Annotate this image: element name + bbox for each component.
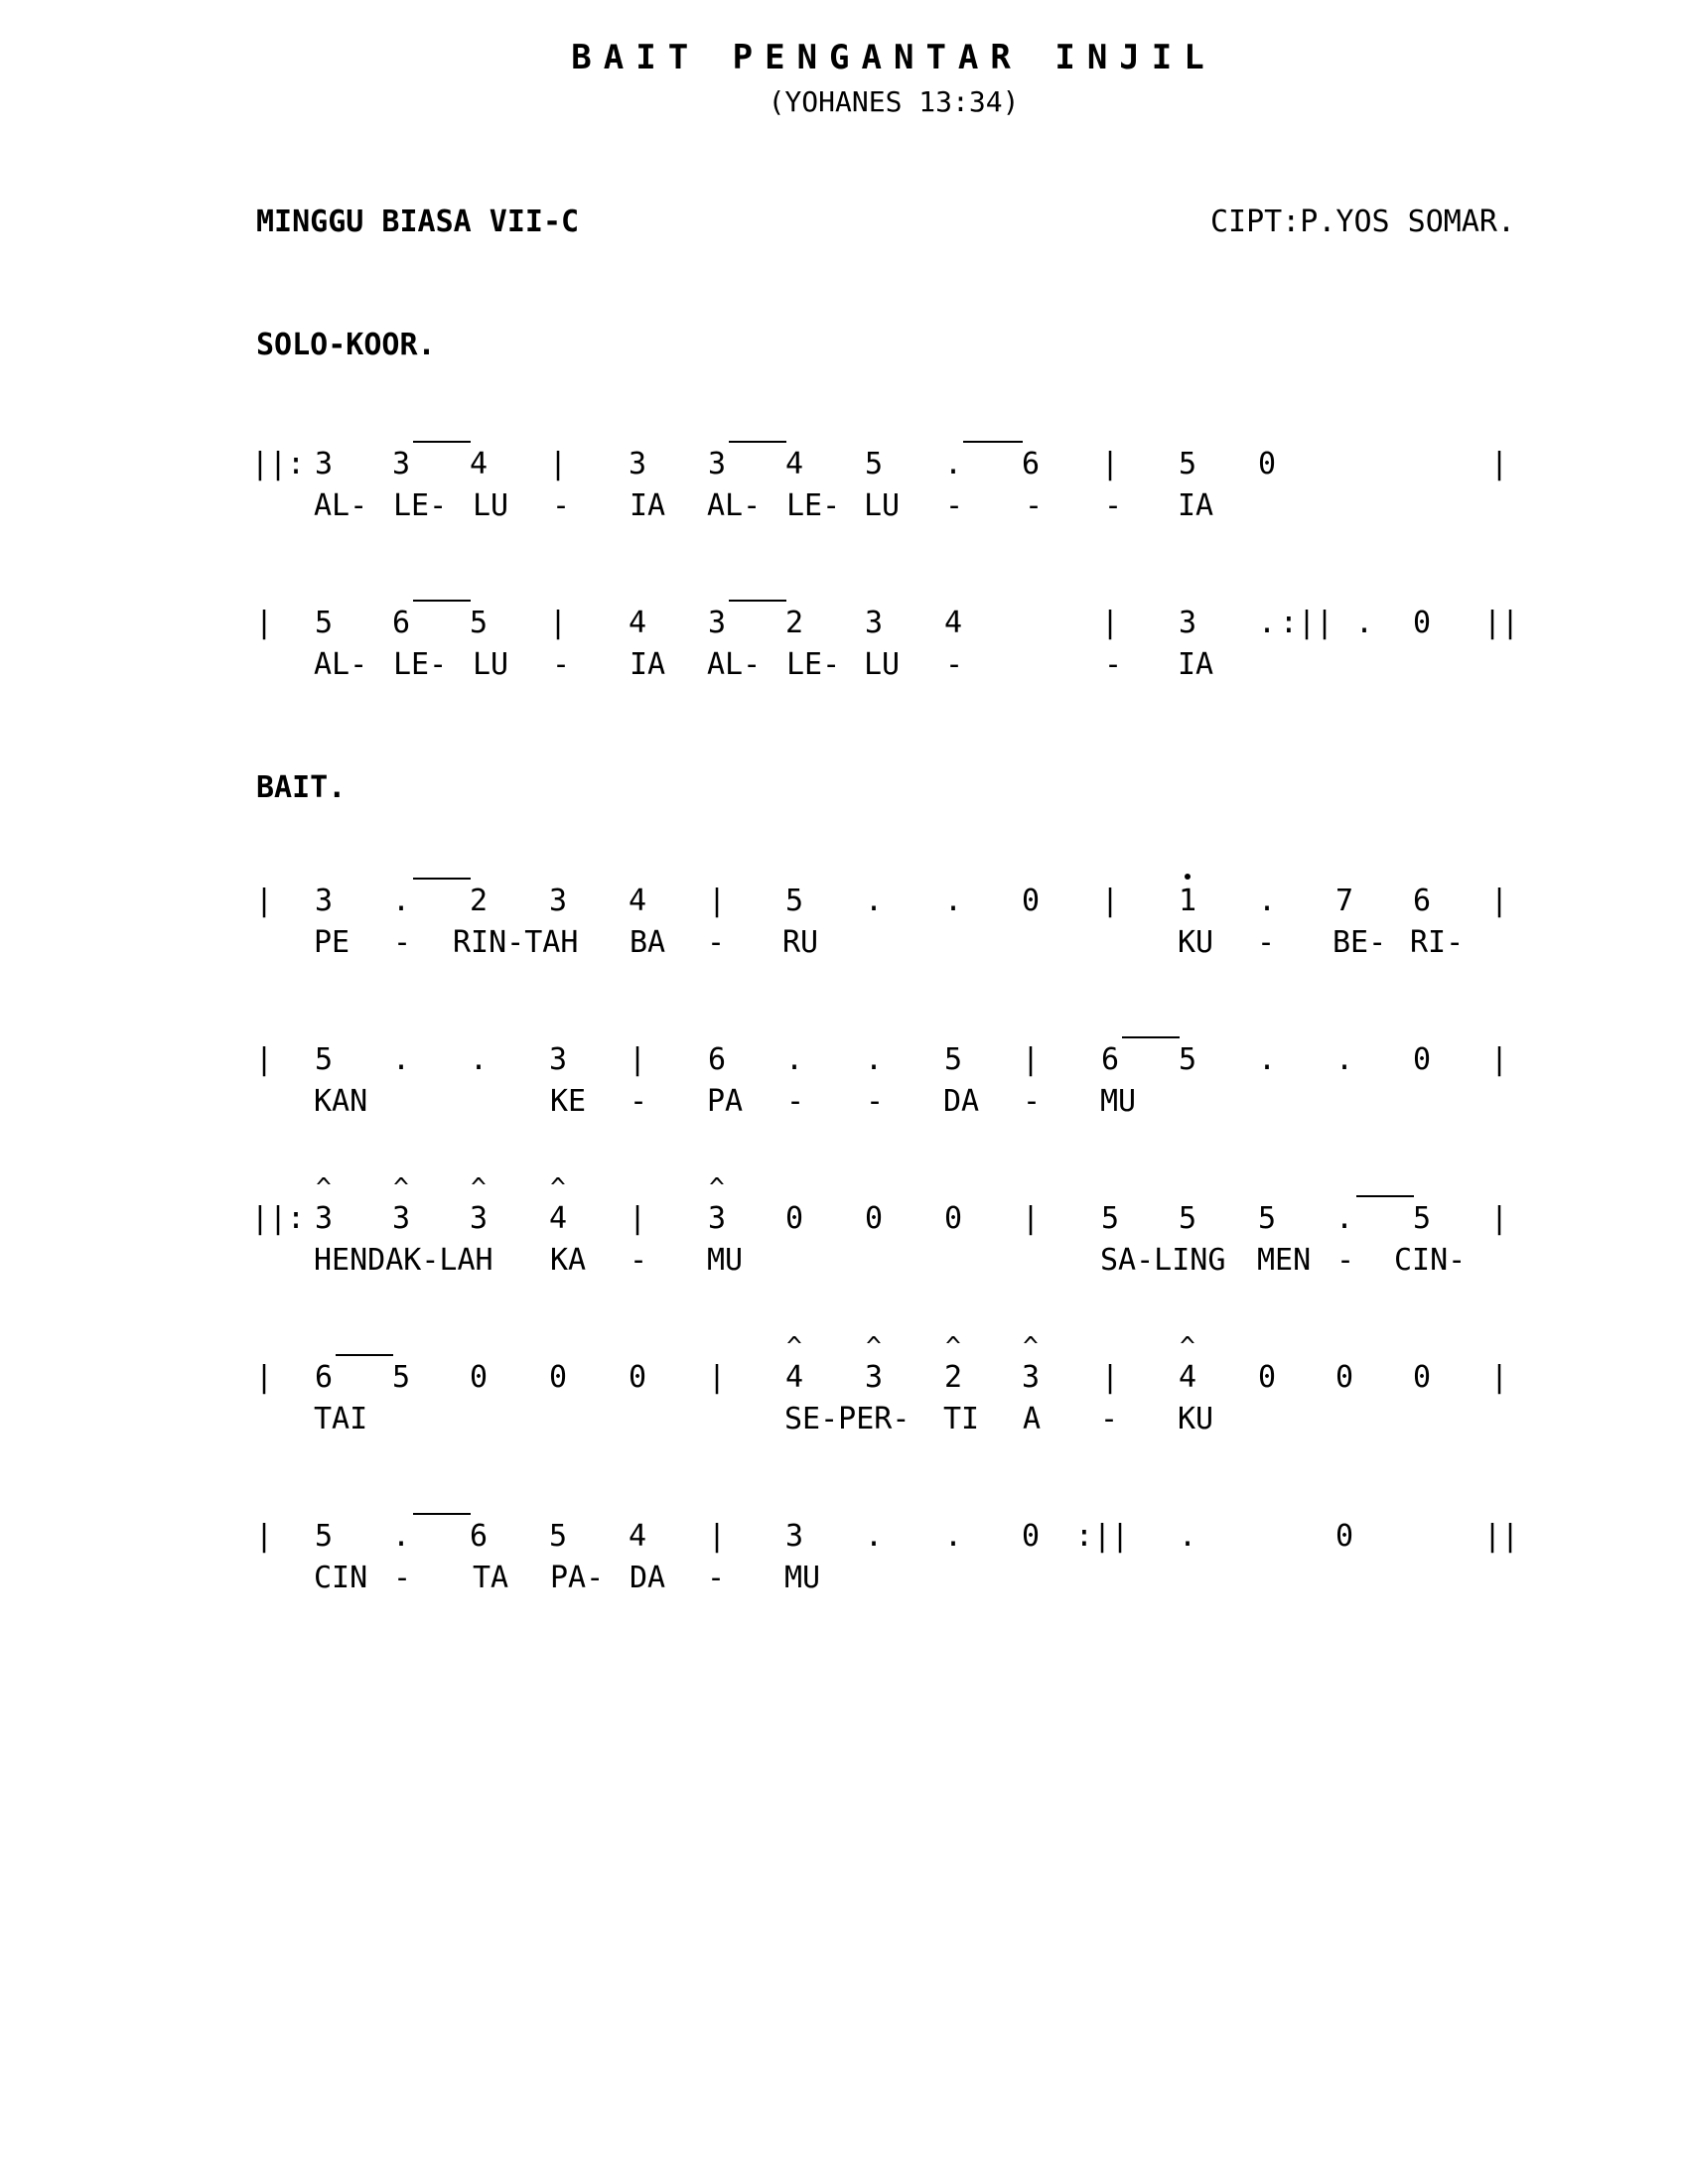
- note: 4: [943, 606, 963, 640]
- beam-line: [413, 441, 471, 443]
- lyric-syllable: MEN: [1257, 1243, 1312, 1278]
- rest: 0: [628, 1360, 647, 1395]
- page-title: BAIT PENGANTAR INJIL: [571, 38, 1216, 77]
- note: 6: [469, 1519, 489, 1554]
- rest: 0: [1412, 1360, 1432, 1395]
- occasion-label: MINGGU BIASA VII-C: [256, 205, 580, 239]
- note: 3: [707, 1201, 727, 1236]
- scripture-reference: (YOHANES 13:34): [768, 85, 1020, 118]
- lyric-syllable: AL-: [707, 647, 762, 682]
- barline: |: [1021, 1201, 1041, 1236]
- rest: 0: [1412, 606, 1432, 640]
- lyric-syllable: BA: [630, 925, 666, 960]
- lyric-syllable: -: [393, 1561, 412, 1595]
- notation-line: [0, 1173, 1684, 1320]
- duration-dot: .: [391, 1519, 411, 1554]
- barline: |: [1489, 1201, 1509, 1236]
- duration-dot: .: [784, 1042, 804, 1077]
- lyric-syllable: HENDAK-LAH: [314, 1243, 493, 1278]
- repeat-end-sign: :||: [1279, 606, 1334, 640]
- note: 2: [469, 884, 489, 918]
- note: 2: [784, 606, 804, 640]
- note: 3: [1021, 1360, 1041, 1395]
- lyric-syllable: -: [552, 647, 571, 682]
- note: 4: [784, 1360, 804, 1395]
- beam-line: [1122, 1036, 1180, 1038]
- lyric-syllable: KU: [1178, 925, 1214, 960]
- note: 5: [469, 606, 489, 640]
- barline: |: [254, 1519, 274, 1554]
- note: 3: [707, 606, 727, 640]
- rest: 0: [1334, 1519, 1354, 1554]
- duration-dot: .: [1257, 1042, 1277, 1077]
- accent-mark: ^: [393, 1173, 409, 1203]
- note: 3: [314, 884, 334, 918]
- duration-dot: .: [864, 1042, 884, 1077]
- rest: 0: [1021, 884, 1041, 918]
- barline: |: [707, 884, 727, 918]
- lyric-syllable: MU: [784, 1561, 821, 1595]
- lyric-syllable: AL-: [314, 488, 368, 523]
- barline: |: [1100, 884, 1120, 918]
- note: 3: [391, 1201, 411, 1236]
- note: 3: [548, 884, 568, 918]
- accent-mark: ^: [709, 1173, 725, 1203]
- note: 4: [469, 447, 489, 481]
- lyric-syllable: -: [786, 1084, 805, 1119]
- lyric-syllable: DA: [630, 1561, 666, 1595]
- lyric-syllable: CIN: [314, 1561, 368, 1595]
- lyric-syllable: RI-: [1410, 925, 1465, 960]
- lyric-syllable: KE: [550, 1084, 587, 1119]
- notation-line: [0, 884, 1684, 1003]
- lyric-syllable: RIN-TAH: [453, 925, 579, 960]
- notation-line: [0, 1042, 1684, 1161]
- lyric-syllable: -: [1025, 488, 1044, 523]
- rest: 0: [1412, 1042, 1432, 1077]
- barline: |: [1489, 447, 1509, 481]
- lyric-syllable: MU: [1100, 1084, 1137, 1119]
- lyric-syllable: -: [630, 1243, 648, 1278]
- accent-mark: ^: [550, 1173, 566, 1203]
- lyric-syllable: IA: [1178, 488, 1214, 523]
- note: 3: [628, 447, 647, 481]
- lyric-syllable: LE-: [393, 488, 448, 523]
- note: 1: [1178, 884, 1197, 918]
- lyric-syllable: -: [1257, 925, 1276, 960]
- barline: |: [1021, 1042, 1041, 1077]
- note: 5: [1178, 1201, 1197, 1236]
- lyric-syllable: -: [945, 488, 964, 523]
- rest: 0: [1257, 447, 1277, 481]
- barline: |: [707, 1519, 727, 1554]
- repeat-start-sign: ||:: [250, 447, 306, 481]
- note: 4: [784, 447, 804, 481]
- rest: 0: [1021, 1519, 1041, 1554]
- final-barline: ||: [1482, 1519, 1520, 1554]
- rest: 0: [548, 1360, 568, 1395]
- notation-line: [0, 447, 1684, 566]
- lyric-syllable: LE-: [786, 647, 841, 682]
- duration-dot: .: [1334, 1042, 1354, 1077]
- notation-line: [0, 606, 1684, 725]
- lyric-syllable: PE: [314, 925, 351, 960]
- note: 3: [469, 1201, 489, 1236]
- beam-line: [1356, 1195, 1414, 1197]
- lyric-syllable: -: [1023, 1084, 1042, 1119]
- rest: 0: [864, 1201, 884, 1236]
- lyric-syllable: IA: [630, 647, 666, 682]
- final-barline: ||: [1482, 606, 1520, 640]
- lyric-syllable: -: [945, 647, 964, 682]
- duration-dot: .: [391, 884, 411, 918]
- lyric-syllable: RU: [782, 925, 819, 960]
- rest: 0: [469, 1360, 489, 1395]
- note: 5: [1178, 447, 1197, 481]
- note: 3: [1178, 606, 1197, 640]
- barline: |: [548, 606, 568, 640]
- lyric-syllable: KAN: [314, 1084, 368, 1119]
- note: 5: [864, 447, 884, 481]
- lyric-syllable: LU: [473, 647, 509, 682]
- lyric-syllable: -: [707, 925, 726, 960]
- note: 3: [864, 1360, 884, 1395]
- lyric-syllable: -: [866, 1084, 885, 1119]
- barline: |: [1100, 447, 1120, 481]
- beam-line: [729, 441, 786, 443]
- note: 5: [1100, 1201, 1120, 1236]
- lyric-syllable: TA: [473, 1561, 509, 1595]
- lyric-syllable: -: [393, 925, 412, 960]
- note: 7: [1334, 884, 1354, 918]
- note: 3: [784, 1519, 804, 1554]
- accent-mark: ^: [471, 1173, 487, 1203]
- barline: |: [254, 1360, 274, 1395]
- note: 3: [548, 1042, 568, 1077]
- rest: 0: [784, 1201, 804, 1236]
- high-octave-dot: [1185, 874, 1191, 880]
- rest: 0: [1334, 1360, 1354, 1395]
- note: 3: [391, 447, 411, 481]
- note: 4: [548, 1201, 568, 1236]
- note: 6: [391, 606, 411, 640]
- accent-mark: ^: [1023, 1332, 1039, 1362]
- accent-mark: ^: [786, 1332, 802, 1362]
- note: 5: [1178, 1042, 1197, 1077]
- lyric-syllable: AL-: [707, 488, 762, 523]
- lyric-syllable: -: [1100, 1402, 1119, 1436]
- beam-line: [413, 600, 471, 602]
- accent-mark: ^: [866, 1332, 882, 1362]
- note: 5: [1412, 1201, 1432, 1236]
- lyric-syllable: IA: [630, 488, 666, 523]
- lyric-syllable: SE-PER-: [784, 1402, 911, 1436]
- lyric-syllable: MU: [707, 1243, 744, 1278]
- lyric-syllable: PA: [707, 1084, 744, 1119]
- lyric-syllable: TAI: [314, 1402, 368, 1436]
- duration-dot: .: [943, 1519, 963, 1554]
- lyric-syllable: LU: [864, 647, 901, 682]
- duration-dot: .: [469, 1042, 489, 1077]
- note: 2: [943, 1360, 963, 1395]
- note: 5: [314, 1519, 334, 1554]
- beam-line: [963, 441, 1023, 443]
- repeat-end-sign: :||: [1074, 1519, 1130, 1554]
- duration-dot: .: [1257, 606, 1277, 640]
- note: 5: [943, 1042, 963, 1077]
- lyric-syllable: -: [1104, 488, 1123, 523]
- beam-line: [413, 1513, 471, 1515]
- lyric-syllable: TI: [943, 1402, 980, 1436]
- accent-mark: ^: [316, 1173, 332, 1203]
- lyric-syllable: KA: [550, 1243, 587, 1278]
- duration-dot: .: [1178, 1519, 1197, 1554]
- note: 5: [784, 884, 804, 918]
- duration-dot: .: [1334, 1201, 1354, 1236]
- barline: |: [1489, 884, 1509, 918]
- lyric-syllable: SA-LING: [1100, 1243, 1226, 1278]
- duration-dot: .: [943, 447, 963, 481]
- beam-line: [413, 878, 471, 880]
- duration-dot: .: [1354, 606, 1374, 640]
- lyric-syllable: -: [1336, 1243, 1355, 1278]
- note: 6: [707, 1042, 727, 1077]
- note: 5: [1257, 1201, 1277, 1236]
- duration-dot: .: [943, 884, 963, 918]
- lyric-syllable: -: [1104, 647, 1123, 682]
- lyric-syllable: DA: [943, 1084, 980, 1119]
- lyric-syllable: BE-: [1333, 925, 1387, 960]
- lyric-syllable: LE-: [393, 647, 448, 682]
- lyric-syllable: CIN-: [1394, 1243, 1467, 1278]
- note: 3: [707, 447, 727, 481]
- duration-dot: .: [864, 1519, 884, 1554]
- note: 6: [1412, 884, 1432, 918]
- lyric-syllable: -: [552, 488, 571, 523]
- lyric-syllable: LE-: [786, 488, 841, 523]
- accent-mark: ^: [945, 1332, 961, 1362]
- note: 5: [314, 1042, 334, 1077]
- barline: |: [1489, 1360, 1509, 1395]
- duration-dot: .: [1257, 884, 1277, 918]
- notation-line: [0, 1519, 1684, 1638]
- lyric-syllable: LU: [473, 488, 509, 523]
- section-label-verse: BAIT.: [256, 770, 347, 805]
- barline: |: [1100, 606, 1120, 640]
- note: 6: [1100, 1042, 1120, 1077]
- lyric-syllable: A: [1023, 1402, 1042, 1436]
- notation-line: [0, 1332, 1684, 1479]
- lyric-syllable: -: [630, 1084, 648, 1119]
- barline: |: [548, 447, 568, 481]
- lyric-syllable: AL-: [314, 647, 368, 682]
- note: 5: [391, 1360, 411, 1395]
- note: 6: [314, 1360, 334, 1395]
- lyric-syllable: IA: [1178, 647, 1214, 682]
- note: 5: [548, 1519, 568, 1554]
- note: 3: [314, 447, 334, 481]
- duration-dot: .: [864, 884, 884, 918]
- note: 5: [314, 606, 334, 640]
- duration-dot: .: [391, 1042, 411, 1077]
- section-label-refrain: SOLO-KOOR.: [256, 328, 436, 362]
- accent-mark: ^: [1180, 1332, 1195, 1362]
- note: 4: [628, 606, 647, 640]
- barline: |: [628, 1201, 647, 1236]
- note: 3: [864, 606, 884, 640]
- rest: 0: [1257, 1360, 1277, 1395]
- repeat-start-sign: ||:: [250, 1201, 306, 1236]
- barline: |: [1489, 1042, 1509, 1077]
- note: 6: [1021, 447, 1041, 481]
- barline: |: [628, 1042, 647, 1077]
- barline: |: [707, 1360, 727, 1395]
- note: 4: [628, 884, 647, 918]
- note: 3: [314, 1201, 334, 1236]
- composer-credit: CIPT:P.YOS SOMAR.: [1209, 205, 1515, 239]
- beam-line: [729, 600, 786, 602]
- lyric-syllable: -: [707, 1561, 726, 1595]
- barline: |: [254, 1042, 274, 1077]
- barline: |: [254, 884, 274, 918]
- rest: 0: [943, 1201, 963, 1236]
- lyric-syllable: KU: [1178, 1402, 1214, 1436]
- note: 4: [1178, 1360, 1197, 1395]
- lyric-syllable: LU: [864, 488, 901, 523]
- beam-line: [336, 1354, 393, 1356]
- note: 4: [628, 1519, 647, 1554]
- barline: |: [254, 606, 274, 640]
- lyric-syllable: PA-: [550, 1561, 605, 1595]
- barline: |: [1100, 1360, 1120, 1395]
